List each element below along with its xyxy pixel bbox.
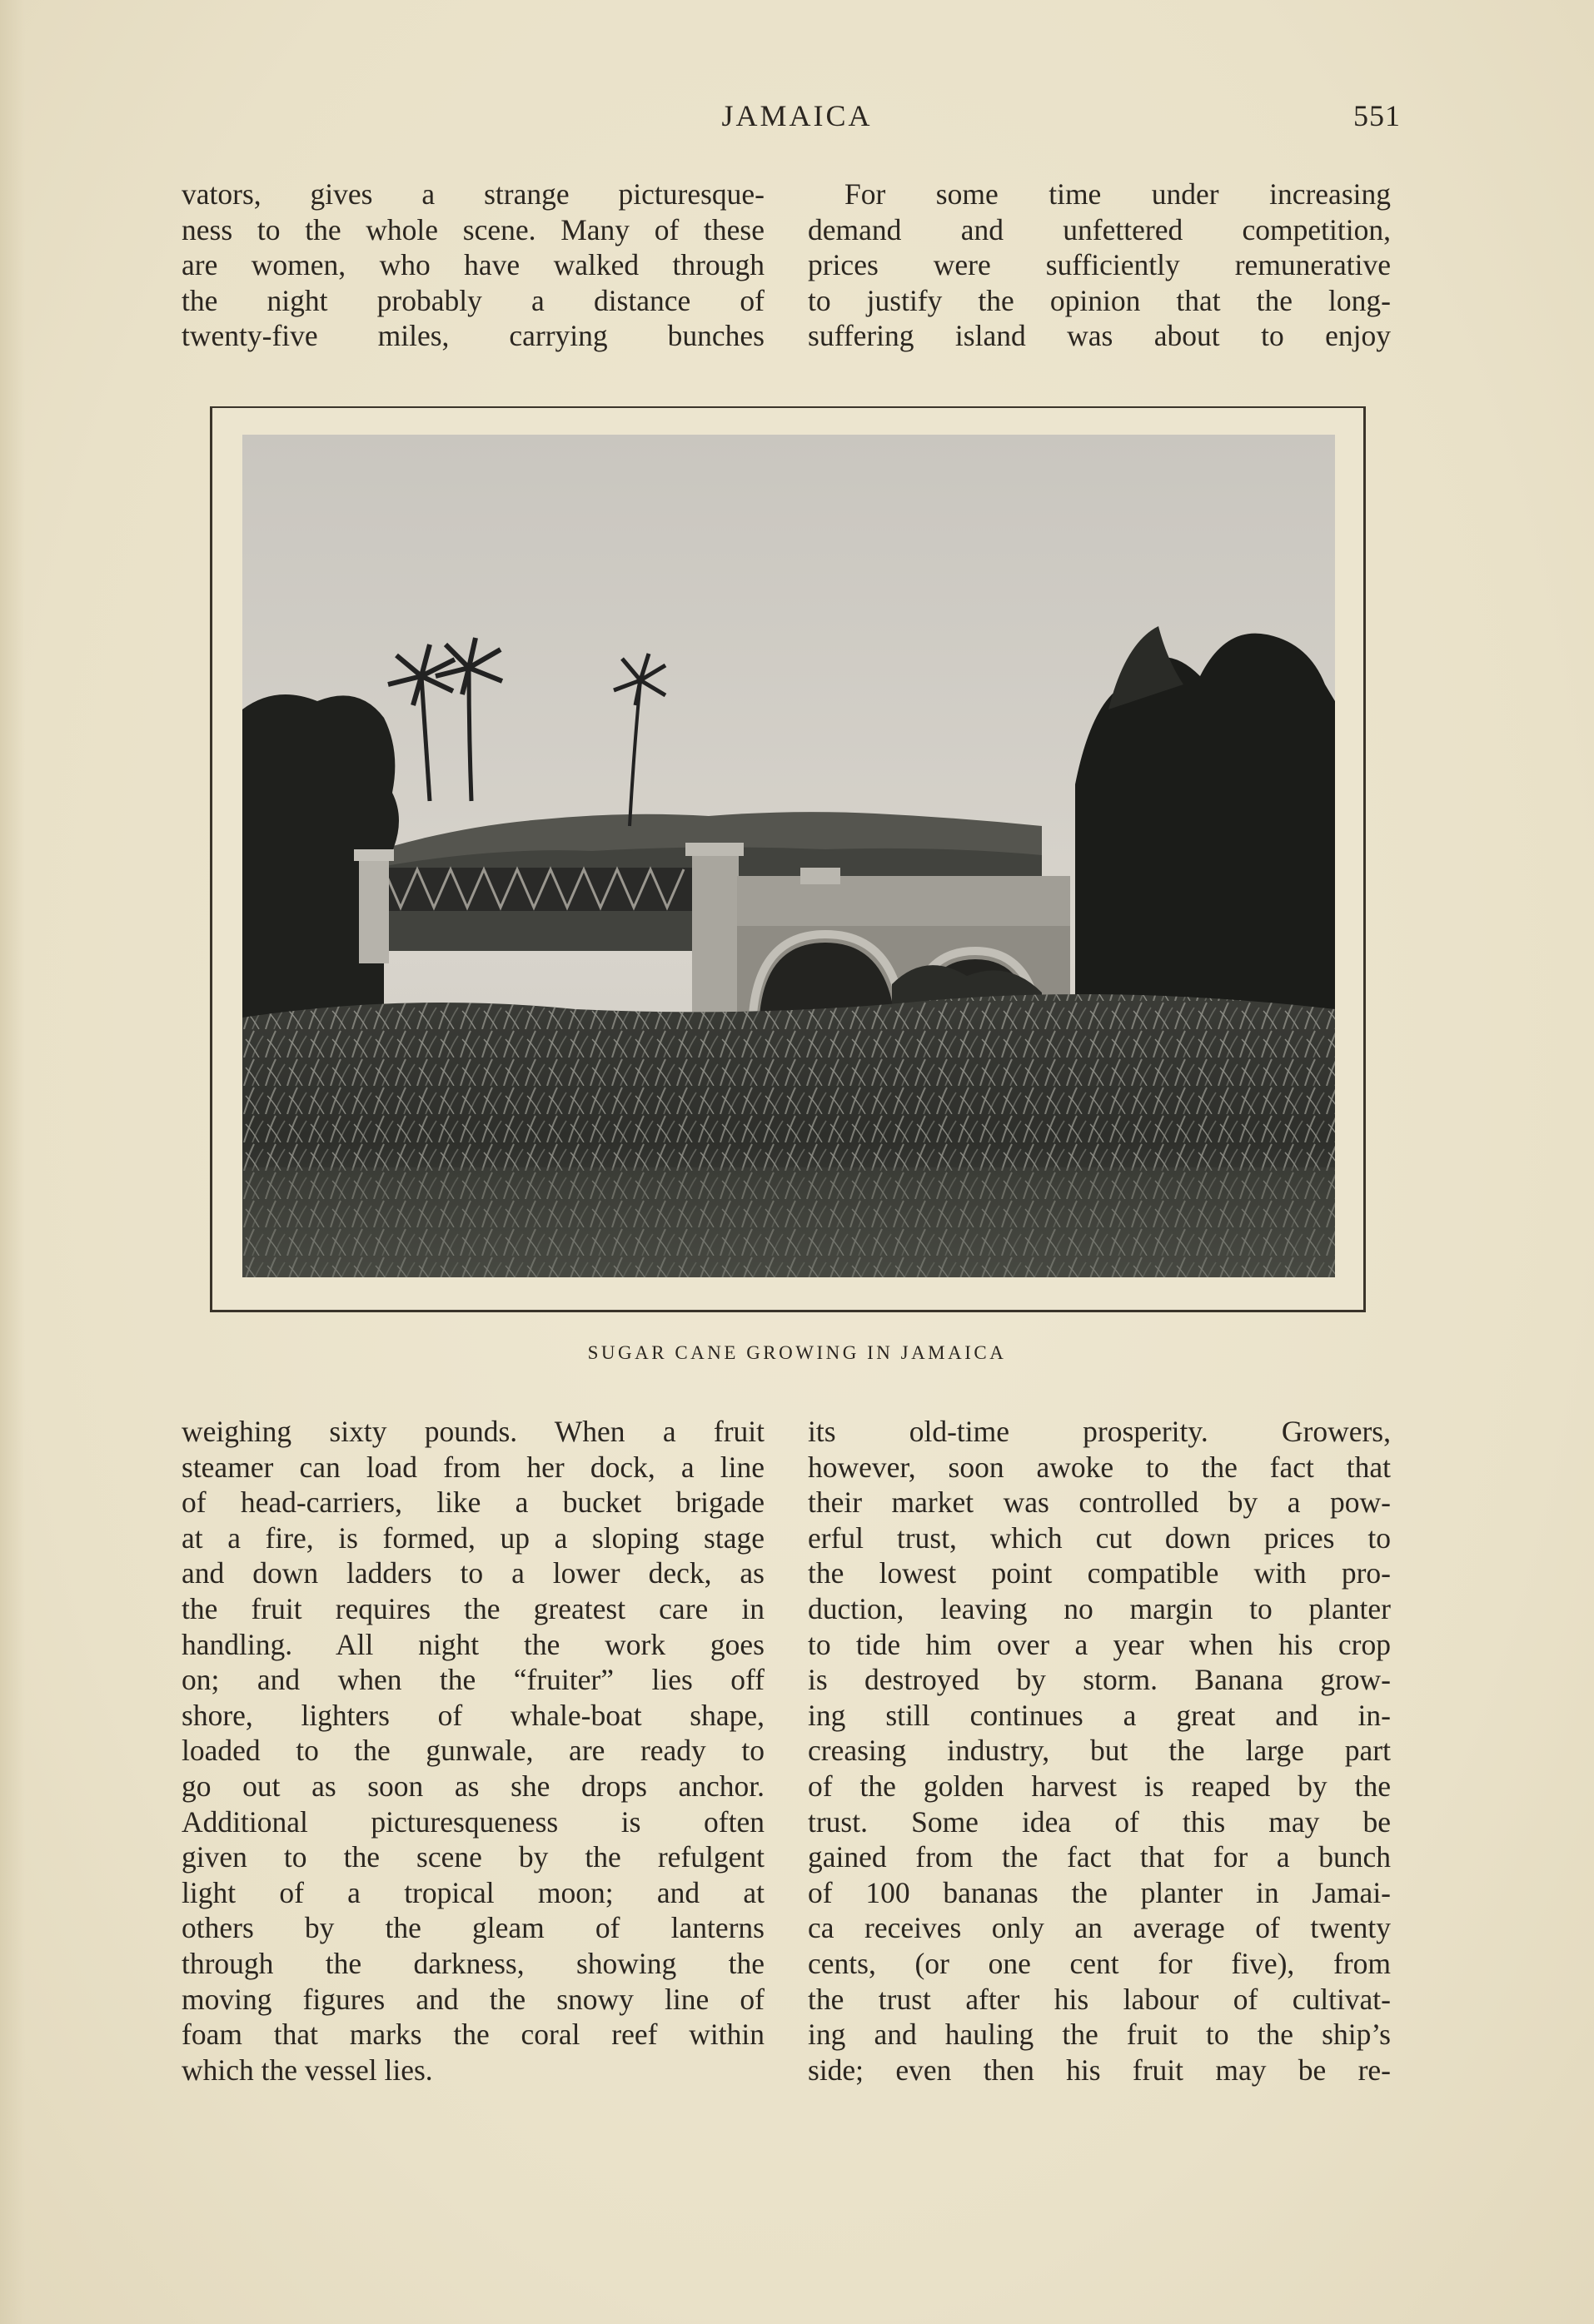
text-line: at a fire, is formed, up a sloping stage — [182, 1520, 765, 1555]
text-line: ness to the whole scene. Many of these — [182, 212, 765, 246]
text-line: its old-time prosperity. Growers, — [808, 1415, 1391, 1448]
bottom-right-column — [808, 1414, 1391, 2088]
photo-plate — [210, 406, 1366, 1312]
text-line: others by the gleam of lanterns — [182, 1911, 765, 1945]
text-line: the night probably a distance of — [182, 283, 765, 317]
text-line: Additional picturesqueness is often — [182, 1804, 765, 1839]
running-head — [0, 98, 1594, 148]
top-left-column — [182, 177, 765, 354]
text-line: erful trust, which cut down prices to — [808, 1520, 1391, 1555]
text-line: to justify the opinion that the long- — [808, 283, 1391, 317]
text-line: to tide him over a year when his crop — [808, 1627, 1391, 1661]
text-line: light of a tropical moon; and at — [182, 1875, 765, 1909]
text-line: gained from the fact that for a bunch — [808, 1840, 1391, 1874]
text-line: weighing sixty pounds. When a fruit — [182, 1415, 765, 1448]
text-line: trust. Some idea of this may be — [808, 1804, 1391, 1839]
figure-caption: SUGAR CANE GROWING IN JAMAICA — [587, 1342, 1007, 1363]
text-line: For some time under increasing — [844, 177, 1391, 211]
page-number: 551 — [1353, 99, 1401, 132]
text-line: the trust after his labour of cultivat- — [808, 1982, 1391, 2016]
text-line: ca receives only an average of twenty — [808, 1911, 1391, 1945]
text-line: however, soon awoke to the fact that — [808, 1450, 1391, 1484]
text-line: are women, who have walked through — [182, 248, 765, 282]
bottom-left-column — [182, 1414, 765, 2088]
running-title: JAMAICA — [721, 99, 873, 132]
text-line: their market was controlled by a pow- — [808, 1485, 1391, 1520]
text-line: the lowest point compatible with pro- — [808, 1556, 1391, 1590]
text-line: of head-carriers, like a bucket brigade — [182, 1485, 765, 1520]
text-line: side; even then his fruit may be re- — [808, 2053, 1391, 2087]
text-line: go out as soon as she drops anchor. — [182, 1769, 765, 1803]
text-line: loaded to the gunwale, are ready to — [182, 1734, 765, 1768]
text-line: is destroyed by storm. Banana grow- — [808, 1663, 1391, 1697]
text-line: prices were sufficiently remunerative — [808, 248, 1391, 282]
text-line: vators, gives a strange picturesque- — [182, 177, 765, 211]
text-line: suffering island was about to enjoy — [808, 319, 1391, 353]
text-line: of the golden harvest is reaped by the — [808, 1769, 1391, 1803]
text-line: of 100 bananas the planter in Jamai- — [808, 1875, 1391, 1909]
text-line: given to the scene by the refulgent — [182, 1840, 765, 1874]
text-line: which the vessel lies. — [182, 2053, 433, 2087]
text-line: on; and when the “fruiter” lies off — [182, 1663, 765, 1697]
text-line: handling. All night the work goes — [182, 1627, 765, 1661]
text-line: foam that marks the coral reef within — [182, 2018, 765, 2052]
text-line: and down ladders to a lower deck, as — [182, 1556, 765, 1590]
text-line: the fruit requires the greatest care in — [182, 1591, 765, 1625]
text-line: creasing industry, but the large part — [808, 1734, 1391, 1768]
text-line: shore, lighters of whale-boat shape, — [182, 1698, 765, 1732]
text-line: cents, (or one cent for five), from — [808, 1946, 1391, 1980]
text-line: moving figures and the snowy line of — [182, 1982, 765, 2016]
sugar-cane-photograph — [242, 435, 1335, 1277]
text-line: demand and unfettered competition, — [808, 212, 1391, 246]
text-line: steamer can load from her dock, a line — [182, 1450, 765, 1484]
text-line: through the darkness, showing the — [182, 1946, 765, 1980]
text-line: twenty-five miles, carrying bunches — [182, 319, 765, 353]
text-line: ing and hauling the fruit to the ship’s — [808, 2018, 1391, 2052]
gutter-shadow — [0, 0, 25, 2324]
text-line: ing still continues a great and in- — [808, 1698, 1391, 1732]
text-line: duction, leaving no margin to planter — [808, 1591, 1391, 1625]
top-right-column — [808, 177, 1391, 354]
